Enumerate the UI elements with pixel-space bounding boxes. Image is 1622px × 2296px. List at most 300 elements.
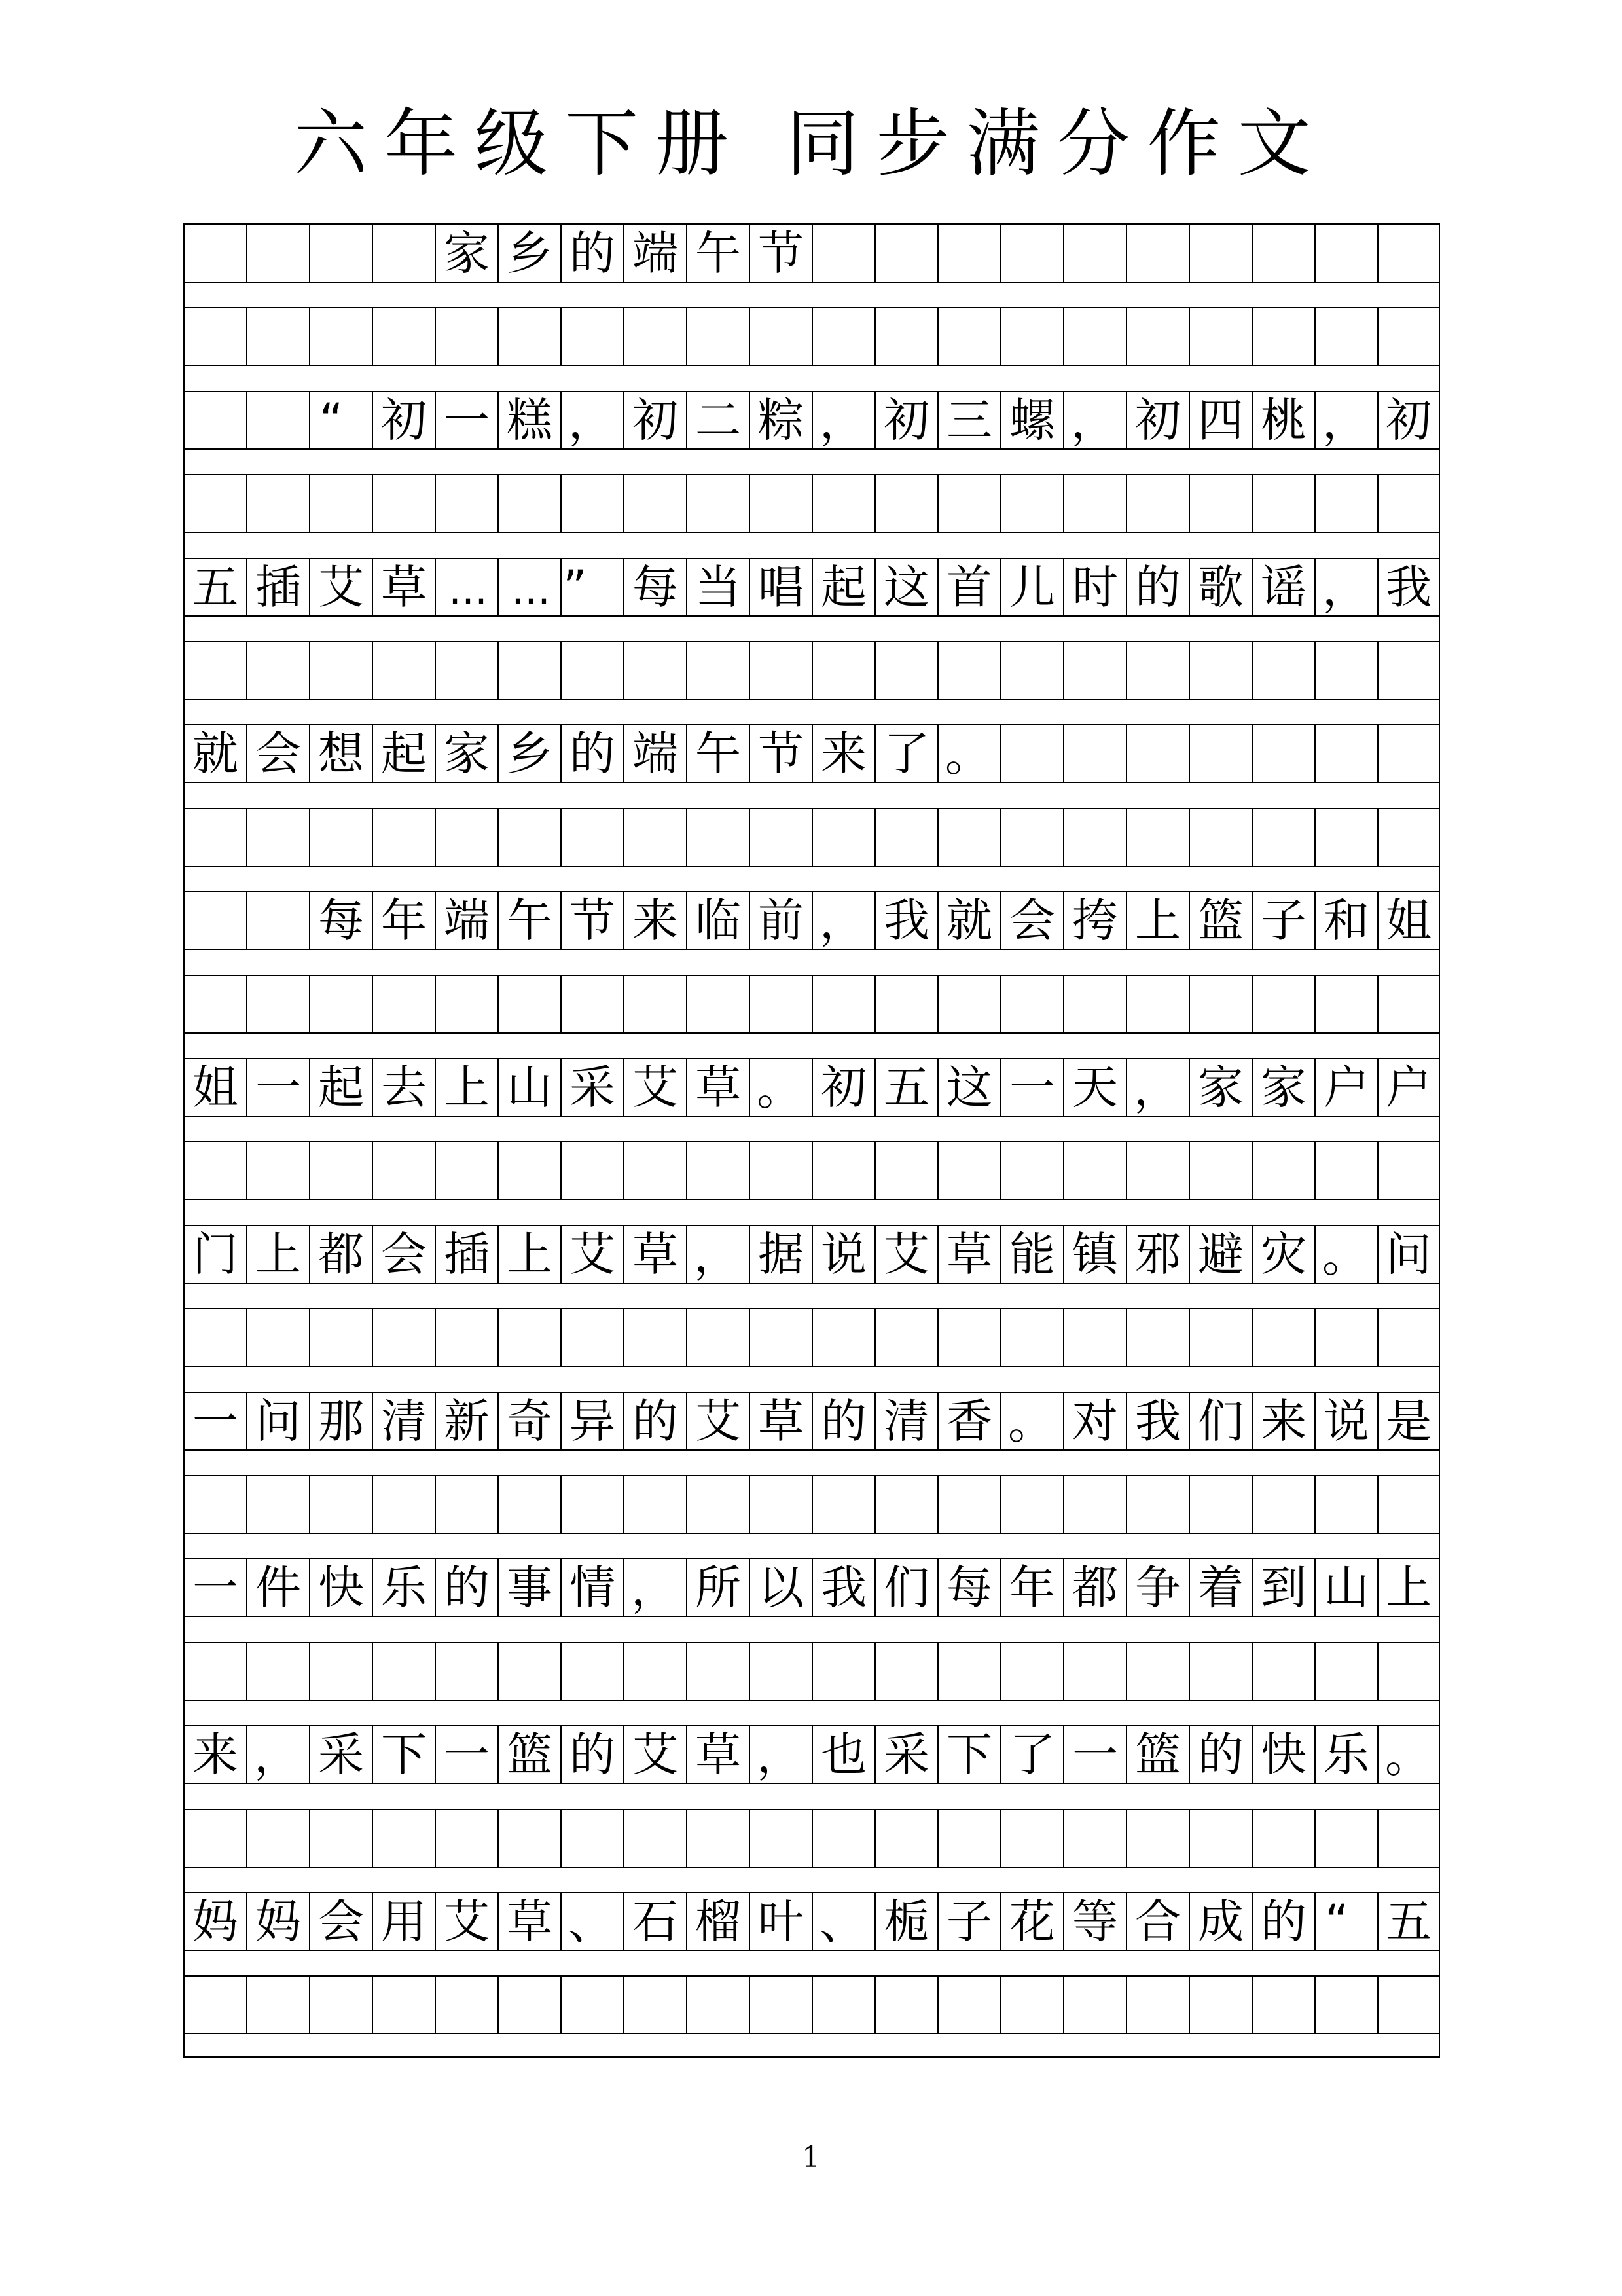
composition-grid: [183, 223, 1440, 2058]
grid-cell: [247, 1810, 310, 1867]
grid-cell: 叶: [750, 1893, 813, 1950]
grid-cell: [436, 976, 499, 1032]
grid-cell: 每: [939, 1559, 1001, 1616]
grid-cell: 天: [1064, 1059, 1127, 1116]
grid-cell: [1379, 1309, 1439, 1366]
grid-cell: 端: [624, 725, 687, 782]
grid-cell: 艾: [624, 1059, 687, 1116]
grid-cell: [185, 1810, 247, 1867]
grid-cell: 午: [687, 225, 750, 282]
grid-cell: [310, 809, 373, 866]
grid-cell: [185, 642, 247, 699]
grid-cell: [813, 225, 876, 282]
grid-cell: [185, 392, 247, 448]
grid-cell: [939, 976, 1001, 1032]
grid-cell: [687, 1977, 750, 2033]
blank-row: [185, 641, 1439, 700]
grid-cell: 据: [750, 1226, 813, 1283]
grid-cell: [1127, 475, 1190, 532]
grid-cell: 唱: [750, 559, 813, 615]
grid-cell: [562, 1810, 624, 1867]
grid-cell: 节: [750, 225, 813, 282]
grid-cell: 了: [1001, 1726, 1064, 1783]
grid-cell: [1253, 1977, 1316, 2033]
grid-cell: 、: [562, 1893, 624, 1950]
grid-cell: 。: [1385, 1729, 1431, 1783]
grid-cell: [1127, 725, 1190, 782]
grid-cell: [750, 1977, 813, 2033]
grid-cell: 初: [813, 1059, 876, 1116]
grid-cell: 午: [687, 725, 750, 782]
blank-row: [185, 1308, 1439, 1367]
grid-cell: [624, 308, 687, 365]
grid-cell: 艾: [687, 1393, 750, 1449]
grid-cell: [1316, 475, 1379, 532]
grid-cell: 乡: [499, 225, 562, 282]
grid-cell: 采: [562, 1059, 624, 1116]
grid-cell: [1190, 308, 1253, 365]
grid-cell: [185, 1977, 247, 2033]
grid-cell: 年: [1001, 1559, 1064, 1616]
grid-cell: 的: [562, 725, 624, 782]
grid-cell: [373, 1476, 436, 1533]
grid-cell: [562, 1142, 624, 1199]
grid-cell: [939, 809, 1001, 866]
grid-cell: [247, 225, 310, 282]
grid-cell: [562, 1643, 624, 1700]
grid-cell: [373, 1643, 436, 1700]
grid-cell: [750, 1810, 813, 1867]
grid-cell: 妈: [185, 1893, 247, 1950]
grid-cell: 每: [310, 892, 373, 949]
grid-cell: [1253, 725, 1316, 782]
grid-cell: [436, 642, 499, 699]
grid-cell: [624, 642, 687, 699]
grid-cell: [687, 308, 750, 365]
grid-cell: [876, 1476, 939, 1533]
grid-cell: 初: [624, 392, 687, 448]
grid-cell: 临: [687, 892, 750, 949]
grid-cell: 们: [1190, 1393, 1253, 1449]
grid-cell: [1127, 976, 1190, 1032]
grid-cell: [1064, 1476, 1127, 1533]
grid-cell: [247, 475, 310, 532]
grid-cell: [436, 475, 499, 532]
grid-cell: [1001, 976, 1064, 1032]
grid-cell: [1253, 225, 1316, 282]
grid-cell: [1190, 642, 1253, 699]
grid-cell: 那: [310, 1393, 373, 1449]
grid-cell: [939, 642, 1001, 699]
grid-cell: [247, 809, 310, 866]
grid-cell: 采: [876, 1726, 939, 1783]
grid-cell: [1064, 1309, 1127, 1366]
grid-cell: 节: [750, 725, 813, 782]
grid-cell: [624, 1476, 687, 1533]
grid-cell: [1190, 725, 1253, 782]
grid-cell: [624, 475, 687, 532]
grid-cell: 乐: [1316, 1726, 1379, 1783]
grid-cell: 家: [1253, 1059, 1316, 1116]
grid-cell: [436, 1810, 499, 1867]
grid-cell: 到: [1253, 1559, 1316, 1616]
grid-cell: 妈: [247, 1893, 310, 1950]
grid-cell: [687, 1142, 750, 1199]
grid-cell: [499, 1142, 562, 1199]
grid-cell: 篮: [1127, 1726, 1190, 1783]
grid-cell: [1316, 1309, 1379, 1366]
grid-cell: 以: [750, 1559, 813, 1616]
grid-cell: [1316, 1643, 1379, 1700]
grid-cell: [1190, 475, 1253, 532]
grid-cell: [876, 809, 939, 866]
grid-cell: [624, 1977, 687, 2033]
blank-row: [185, 808, 1439, 867]
grid-cell: 去: [373, 1059, 436, 1116]
grid-cell: 来: [185, 1726, 247, 1783]
grid-cell: [247, 1643, 310, 1700]
grid-cell: 时: [1064, 559, 1127, 615]
grid-cell: 家: [1190, 1059, 1253, 1116]
grid-cell: [750, 308, 813, 365]
grid-cell: [1379, 976, 1439, 1032]
grid-cell: [813, 642, 876, 699]
grid-cell: [1379, 475, 1439, 532]
grid-cell: [436, 1309, 499, 1366]
grid-cell: [373, 976, 436, 1032]
text-row: [185, 1725, 1439, 1784]
grid-cell: [436, 1643, 499, 1700]
grid-cell: 的: [813, 1393, 876, 1449]
grid-cell: [1001, 1810, 1064, 1867]
grid-cell: [624, 1810, 687, 1867]
grid-cell: 的: [562, 1726, 624, 1783]
grid-cell: [1253, 1810, 1316, 1867]
grid-cell: [499, 308, 562, 365]
grid-cell: [687, 976, 750, 1032]
grid-cell: 榴: [687, 1893, 750, 1950]
grid-cell: [436, 308, 499, 365]
grid-cell: [876, 976, 939, 1032]
grid-cell: [1379, 1142, 1439, 1199]
grid-cell: [499, 642, 562, 699]
grid-cell: 家: [436, 225, 499, 282]
grid-cell: [750, 809, 813, 866]
grid-cell: [310, 1977, 373, 2033]
grid-cell: 。: [750, 1059, 813, 1116]
grid-cell: “: [310, 392, 373, 448]
grid-cell: [1064, 1142, 1127, 1199]
grid-cell: [1190, 1977, 1253, 2033]
grid-cell: [1253, 475, 1316, 532]
grid-cell: 的: [1190, 1726, 1253, 1783]
grid-cell: [939, 475, 1001, 532]
grid-cell: 螺: [1001, 392, 1064, 448]
grid-cell: [876, 642, 939, 699]
grid-cell: 端: [624, 225, 687, 282]
grid-cell: [247, 1977, 310, 2033]
grid-cell: 年: [373, 892, 436, 949]
grid-cell: [185, 308, 247, 365]
grid-cell: [1253, 642, 1316, 699]
grid-cell: [373, 1810, 436, 1867]
grid-cell: [310, 225, 373, 282]
grid-cell: [1253, 1643, 1316, 1700]
grid-cell: 每: [624, 559, 687, 615]
grid-cell: [813, 1977, 876, 2033]
grid-cell: 初: [1386, 393, 1432, 447]
grid-cell: 山: [499, 1059, 562, 1116]
blank-row: [185, 307, 1439, 366]
grid-cell: [876, 1309, 939, 1366]
grid-cell: 一: [185, 1559, 247, 1616]
grid-cell: 能: [1001, 1226, 1064, 1283]
grid-cell: [876, 475, 939, 532]
grid-cell: 插: [436, 1226, 499, 1283]
grid-cell: [624, 1643, 687, 1700]
grid-cell: [185, 475, 247, 532]
grid-cell: 来: [813, 725, 876, 782]
blank-row: [185, 1809, 1439, 1868]
grid-cell: [562, 1977, 624, 2033]
grid-cell: 会: [373, 1226, 436, 1283]
grid-cell: 一: [436, 1726, 499, 1783]
grid-cell: [1064, 225, 1127, 282]
grid-cell: 首: [939, 559, 1001, 615]
grid-cell: 所: [687, 1559, 750, 1616]
grid-cell: [247, 392, 310, 448]
grid-cell: [939, 308, 1001, 365]
grid-cell: [687, 1643, 750, 1700]
grid-cell: 等: [1064, 1893, 1127, 1950]
grid-cell: 三: [939, 392, 1001, 448]
grid-cell: 一: [185, 1393, 247, 1449]
grid-cell: 的: [1127, 559, 1190, 615]
grid-cell: 一: [1064, 1726, 1127, 1783]
grid-cell: [750, 475, 813, 532]
grid-cell: [1253, 308, 1316, 365]
grid-cell: 艾: [624, 1726, 687, 1783]
grid-cell: 初: [1127, 392, 1190, 448]
grid-cell: [939, 1142, 1001, 1199]
grid-cell: 儿: [1001, 559, 1064, 615]
grid-cell: [939, 1810, 1001, 1867]
grid-cell: 问: [247, 1393, 310, 1449]
grid-cell: [1001, 1476, 1064, 1533]
grid-cell: 艾: [562, 1226, 624, 1283]
grid-cell: [373, 642, 436, 699]
grid-cell: 成: [1190, 1893, 1253, 1950]
grid-cell: 和: [1316, 892, 1379, 949]
grid-cell: 避: [1190, 1226, 1253, 1283]
grid-cell: 就: [939, 892, 1001, 949]
grid-cell: 五: [876, 1059, 939, 1116]
grid-cell: [750, 642, 813, 699]
grid-cell: [499, 1977, 562, 2033]
grid-cell: 上: [1127, 892, 1190, 949]
grid-cell: [310, 475, 373, 532]
grid-cell: [750, 1142, 813, 1199]
grid-cell: 草: [939, 1226, 1001, 1283]
grid-cell: [185, 892, 247, 949]
grid-cell: 清: [373, 1393, 436, 1449]
grid-cell: 一: [1001, 1059, 1064, 1116]
grid-cell: 石: [624, 1893, 687, 1950]
grid-cell: [1064, 642, 1127, 699]
grid-cell: 一: [436, 392, 499, 448]
grid-cell: 这: [939, 1059, 1001, 1116]
grid-cell: 草: [687, 1059, 750, 1116]
grid-cell: 奇: [499, 1393, 562, 1449]
grid-cell: ，: [562, 392, 624, 448]
grid-cell: 对: [1064, 1393, 1127, 1449]
grid-cell: 邪: [1127, 1226, 1190, 1283]
grid-cell: [1253, 1309, 1316, 1366]
grid-cell: [247, 1142, 310, 1199]
grid-cell: [185, 225, 247, 282]
grid-cell: 乐: [373, 1559, 436, 1616]
grid-cell: [876, 1142, 939, 1199]
grid-cell: [750, 1476, 813, 1533]
grid-cell: 的: [1253, 1893, 1316, 1950]
grid-cell: 初: [373, 392, 436, 448]
grid-cell: ，: [813, 892, 876, 949]
grid-cell: [1253, 1142, 1316, 1199]
grid-cell: [1064, 475, 1127, 532]
grid-cell: [1127, 1643, 1190, 1700]
grid-cell: [1253, 1476, 1316, 1533]
grid-cell: [1379, 725, 1439, 782]
grid-cell: [1253, 809, 1316, 866]
grid-cell: [310, 1810, 373, 1867]
grid-cell: [876, 1977, 939, 2033]
grid-cell: [1001, 225, 1064, 282]
grid-cell: 篮: [499, 1726, 562, 1783]
grid-cell: [1316, 1142, 1379, 1199]
text-row: [185, 224, 1439, 283]
grid-cell: 端: [436, 892, 499, 949]
grid-cell: [624, 976, 687, 1032]
grid-cell: 会: [247, 725, 310, 782]
grid-cell: [939, 225, 1001, 282]
grid-cell: 着: [1190, 1559, 1253, 1616]
grid-cell: [1064, 1977, 1127, 2033]
grid-cell: [247, 1309, 310, 1366]
blank-row: [185, 975, 1439, 1034]
grid-cell: 我: [813, 1559, 876, 1616]
blank-row: [185, 1475, 1439, 1534]
grid-cell: [373, 475, 436, 532]
grid-cell: [1001, 725, 1064, 782]
grid-cell: [1127, 225, 1190, 282]
grid-cell: [939, 1476, 1001, 1533]
grid-cell: 谣: [1253, 559, 1316, 615]
grid-cell: 栀: [876, 1893, 939, 1950]
grid-cell: 子: [939, 1893, 1001, 1950]
grid-cell: [1379, 1476, 1439, 1533]
grid-cell: [1379, 225, 1439, 282]
grid-cell: [813, 308, 876, 365]
grid-cell: 山: [1316, 1559, 1379, 1616]
grid-cell: 插: [247, 559, 310, 615]
grid-cell: 争: [1127, 1559, 1190, 1616]
grid-cell: 们: [876, 1559, 939, 1616]
grid-cell: [1316, 976, 1379, 1032]
grid-cell: 的: [624, 1393, 687, 1449]
grid-cell: 问: [1386, 1228, 1432, 1281]
text-row: [185, 558, 1439, 617]
grid-cell: [1379, 1643, 1439, 1700]
grid-cell: [813, 809, 876, 866]
grid-cell: [185, 1643, 247, 1700]
grid-cell: 五: [1386, 1895, 1432, 1948]
grid-cell: 家: [436, 725, 499, 782]
grid-cell: [499, 1810, 562, 1867]
grid-cell: [1127, 1142, 1190, 1199]
grid-cell: 上: [499, 1226, 562, 1283]
grid-cell: [813, 1810, 876, 1867]
grid-cell: [373, 809, 436, 866]
grid-cell: [1064, 809, 1127, 866]
grid-cell: [247, 892, 310, 949]
grid-cell: [1190, 1643, 1253, 1700]
grid-cell: 上: [247, 1226, 310, 1283]
grid-cell: 我: [1127, 1393, 1190, 1449]
grid-cell: [1001, 1977, 1064, 2033]
grid-cell: 采: [310, 1726, 373, 1783]
grid-cell: [1190, 1309, 1253, 1366]
grid-cell: [310, 642, 373, 699]
page-number: 1: [802, 2141, 820, 2174]
grid-cell: [185, 809, 247, 866]
grid-cell: 艾: [436, 1893, 499, 1950]
grid-cell: 新: [436, 1393, 499, 1449]
grid-cell: [1190, 976, 1253, 1032]
grid-cell: [185, 1309, 247, 1366]
grid-cell: 前: [750, 892, 813, 949]
grid-cell: 说: [813, 1226, 876, 1283]
grid-cell: [1001, 1309, 1064, 1366]
grid-cell: 也: [813, 1726, 876, 1783]
grid-cell: [373, 1977, 436, 2033]
grid-cell: 当: [687, 559, 750, 615]
grid-cell: [436, 809, 499, 866]
grid-cell: [1190, 225, 1253, 282]
grid-cell: [687, 1476, 750, 1533]
grid-cell: [1001, 809, 1064, 866]
grid-cell: [1001, 1643, 1064, 1700]
grid-cell: [373, 225, 436, 282]
grid-cell: [939, 1643, 1001, 1700]
grid-cell: [876, 1643, 939, 1700]
grid-cell: [1127, 308, 1190, 365]
grid-cell: [624, 809, 687, 866]
grid-cell: [1379, 642, 1439, 699]
grid-cell: [499, 1309, 562, 1366]
grid-cell: 草: [499, 1893, 562, 1950]
grid-cell: [939, 1309, 1001, 1366]
grid-cell: 花: [1001, 1893, 1064, 1950]
grid-cell: [562, 1309, 624, 1366]
grid-cell: ，: [624, 1559, 687, 1616]
grid-cell: 我: [1386, 560, 1432, 614]
grid-cell: [373, 308, 436, 365]
grid-cell: 午: [499, 892, 562, 949]
grid-cell: [1316, 225, 1379, 282]
grid-cell: [1127, 642, 1190, 699]
grid-cell: 五: [185, 559, 247, 615]
blank-row: [185, 474, 1439, 533]
